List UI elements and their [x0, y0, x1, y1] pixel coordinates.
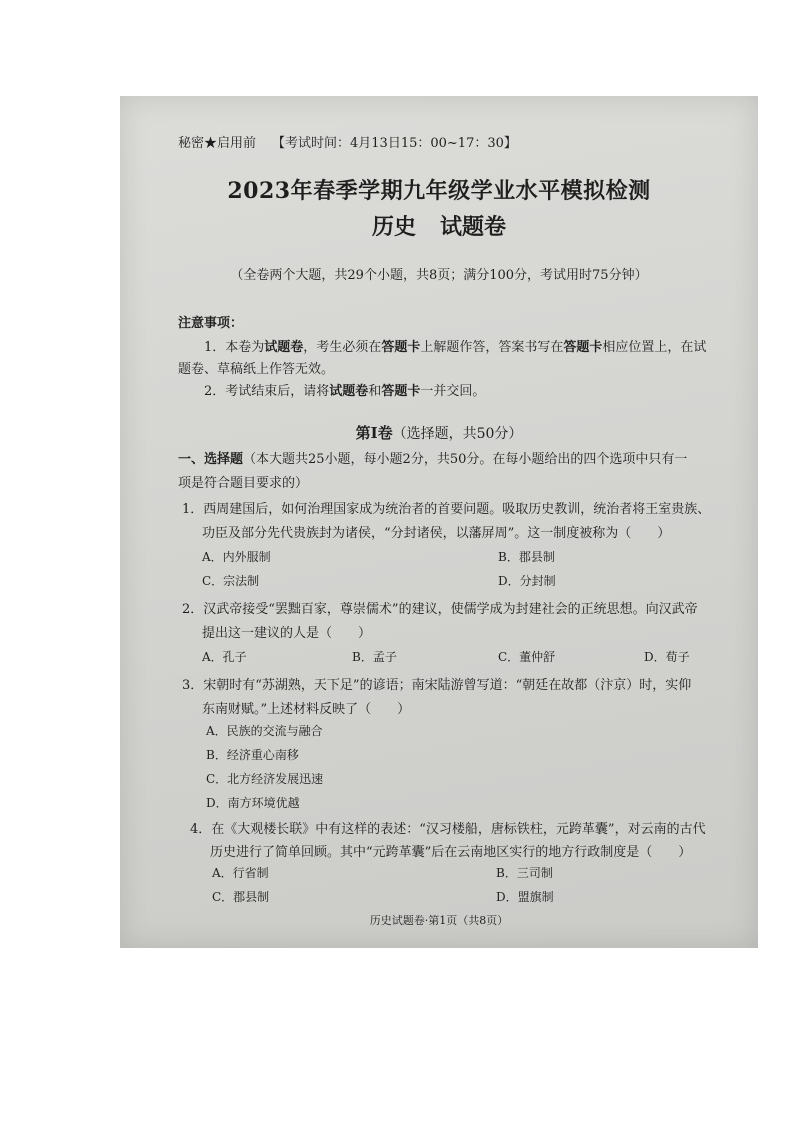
question-4-option-c: C．郡县制: [212, 890, 270, 904]
question-1-option-b: B．郡县制: [498, 550, 555, 564]
question-2-option-b: B．孟子: [352, 650, 397, 664]
notice-item-1-cont: 题卷、草稿纸上作答无效。: [178, 362, 335, 377]
question-4-line-2: 历史进行了简单回顾。其中“元跨革囊”后在云南地区实行的地方行政制度是（ ）: [210, 845, 692, 860]
question-3-option-d: D．南方环境优越: [206, 796, 300, 810]
question-2-line-2: 提出这一建议的人是（ ）: [202, 626, 372, 641]
question-1-option-a: A．内外服制: [202, 550, 271, 564]
subject-name: 历史: [371, 214, 416, 240]
exam-title: 2023年春季学期九年级学业水平模拟检测: [227, 178, 651, 204]
question-3-option-c: C．北方经济发展迅速: [206, 772, 324, 786]
question-2-option-c: C．董仲舒: [498, 650, 556, 664]
paper-name: 试题卷: [440, 214, 507, 240]
confidential-header: [178, 132, 517, 151]
question-3-line-1: 3．宋朝时有“苏湖熟，天下足”的谚语；南宋陆游曾写道：“朝廷在故都（汴京）时，实仰: [182, 678, 692, 693]
question-1-line-2: 功臣及部分先代贵族封为诸侯，“分封诸侯，以藩屏周”。这一制度被称为（ ）: [202, 526, 671, 541]
notice-item-2: 2．考试结束后，请将试题卷和答题卡一并交回。: [204, 384, 486, 399]
page-footer: 历史试题卷·第1页（共8页）: [369, 914, 509, 927]
notice-item-1: 1．本卷为试题卷，考生必须在答题卡上解题作答，答案书写在答题卡相应位置上，在试: [204, 340, 707, 355]
question-1-option-c: C．宗法制: [202, 574, 260, 588]
confidential-label: 秘密★启用前: [178, 136, 257, 151]
question-1-option-d: D．分封制: [498, 574, 556, 588]
exam-time: 【考试时间：4月13日15：00~17：30】: [272, 136, 517, 151]
question-2-option-a: A．孔子: [202, 650, 247, 664]
question-3-line-2: 东南财赋。”上述材料反映了（ ）: [202, 702, 411, 717]
question-4-option-b: B．三司制: [496, 866, 553, 880]
question-2-option-d: D．荀子: [644, 650, 690, 664]
question-4-line-1: 4．在《大观楼长联》中有这样的表述：“汉习楼船，唐标铁柱，元跨革囊”，对云南的古代: [190, 822, 706, 837]
paper-title: [120, 210, 758, 241]
section-title: 第Ⅰ卷（选择题，共50分）: [355, 424, 523, 442]
part-heading-cont: 项是符合题目要求的）: [178, 476, 309, 491]
question-2-line-1: 2．汉武帝接受“罢黜百家，尊崇儒术”的建议，使儒学成为封建社会的正统思想。向汉武帝: [182, 602, 698, 617]
question-3-option-a: A．民族的交流与融合: [206, 724, 323, 738]
part-heading: 一、选择题（本大题共25小题，每小题2分，共50分。在每小题给出的四个选项中只有一: [178, 452, 688, 467]
question-1-line-1: 1．西周建国后，如何治理国家成为统治者的首要问题。吸取历史教训，统治者将王室贵族、: [182, 502, 711, 517]
notice-heading: 注意事项：: [178, 316, 244, 331]
exam-page-photo: [120, 96, 758, 948]
question-4-option-a: A．行省制: [212, 866, 269, 880]
exam-info: （全卷两个大题，共29个小题，共8页；满分100分，考试用时75分钟）: [230, 268, 648, 283]
question-3-option-b: B．经济重心南移: [206, 748, 299, 762]
question-4-option-d: D．盟旗制: [496, 890, 554, 904]
